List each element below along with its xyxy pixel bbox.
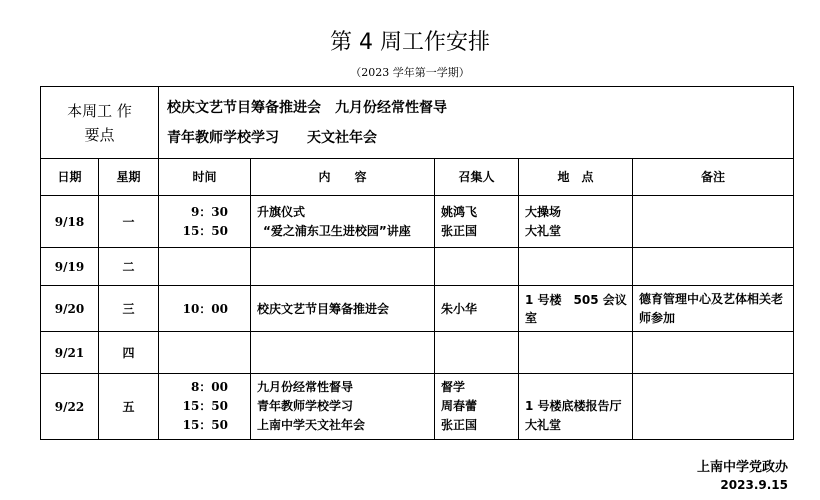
summary-line1: 校庆文艺节目筹备推进会 九月份经常性督导 <box>167 99 447 116</box>
row-location-item: 大礼堂 <box>525 418 562 432</box>
footer-date: 2023.9.15 <box>720 478 788 492</box>
row-times <box>159 248 251 286</box>
row-content-item: 上南中学天文社年会 <box>257 418 366 432</box>
row-date: 9/21 <box>41 332 99 374</box>
table-row <box>41 196 794 248</box>
row-weekday: 一 <box>99 196 159 248</box>
row-convener-item: 朱小华 <box>441 301 478 316</box>
row-convener-item: 姚鸿飞 <box>441 204 478 219</box>
row-locations <box>519 248 633 286</box>
summary-label-line2: 要点 <box>84 125 115 144</box>
row-times <box>159 196 251 248</box>
row-weekday: 二 <box>99 248 159 286</box>
schedule-table <box>40 86 794 440</box>
header-date: 日期 <box>41 159 99 196</box>
row-content-item: 青年教师学校学习 <box>257 399 354 413</box>
row-date: 9/22 <box>41 374 99 440</box>
row-content-item: 九月份经常性督导 <box>257 380 354 394</box>
row-locations <box>519 286 633 332</box>
row-conveners <box>435 196 519 248</box>
summary-line2: 青年教师学校学习 天文社年会 <box>167 129 377 146</box>
header-row <box>41 159 794 196</box>
table-row <box>41 248 794 286</box>
row-conveners <box>435 332 519 374</box>
summary-content-cell <box>159 87 794 159</box>
page-title: 第 4 周工作安排 <box>330 30 490 55</box>
row-contents <box>251 196 435 248</box>
row-convener-item: 督学 <box>441 380 466 394</box>
summary-label-cell <box>41 87 159 159</box>
row-location-item: 大操场 <box>525 204 562 219</box>
row-conveners <box>435 286 519 332</box>
row-convener-item: 张正国 <box>441 223 478 238</box>
table-row <box>41 374 794 440</box>
row-date: 9/20 <box>41 286 99 332</box>
row-locations <box>519 196 633 248</box>
header-location: 地 点 <box>519 159 633 196</box>
table-row <box>41 286 794 332</box>
row-time-item: 15：50 <box>182 223 228 238</box>
row-date: 9/18 <box>41 196 99 248</box>
table-row <box>41 332 794 374</box>
row-content-item: 升旗仪式 <box>257 204 306 219</box>
summary-row <box>41 87 794 159</box>
row-contents <box>251 374 435 440</box>
row-contents <box>251 248 435 286</box>
row-times <box>159 332 251 374</box>
header-weekday: 星期 <box>99 159 159 196</box>
row-conveners <box>435 248 519 286</box>
row-locations <box>519 374 633 440</box>
row-content-item: 校庆文艺节目筹备推进会 <box>257 301 390 316</box>
row-location-item: 1 号楼底楼报告厅 <box>525 399 622 413</box>
header-notes: 备注 <box>633 159 794 196</box>
row-weekday: 四 <box>99 332 159 374</box>
row-convener-item: 周春蕾 <box>441 399 478 413</box>
row-time-item: 15：50 <box>182 418 228 432</box>
row-times <box>159 286 251 332</box>
row-notes <box>633 374 794 440</box>
row-notes: 德育管理中心及艺体相关老师参加 <box>633 286 794 332</box>
row-time-item: 8：00 <box>190 380 228 394</box>
row-contents <box>251 332 435 374</box>
row-weekday: 五 <box>99 374 159 440</box>
row-weekday: 三 <box>99 286 159 332</box>
header-time: 时间 <box>159 159 251 196</box>
page-subtitle: （2023 学年第一学期） <box>350 66 470 79</box>
row-time-item: 9：30 <box>190 204 228 219</box>
row-time-item: 15：50 <box>182 399 228 413</box>
row-location-item: 1 号楼 505 会议室 <box>525 292 627 325</box>
row-locations <box>519 332 633 374</box>
row-convener-item: 张正国 <box>441 418 478 432</box>
row-contents <box>251 286 435 332</box>
header-content: 内 容 <box>251 159 435 196</box>
row-date: 9/19 <box>41 248 99 286</box>
row-conveners <box>435 374 519 440</box>
footer-org: 上南中学党政办 <box>696 460 788 475</box>
row-notes <box>633 332 794 374</box>
row-location-item <box>525 378 632 397</box>
row-location-item: 大礼堂 <box>525 223 562 238</box>
row-times <box>159 374 251 440</box>
row-content-item: “爱之浦东卫生进校园”讲座 <box>263 223 411 238</box>
row-time-item: 10：00 <box>182 301 228 316</box>
row-notes <box>633 196 794 248</box>
row-notes <box>633 248 794 286</box>
header-convener: 召集人 <box>435 159 519 196</box>
summary-label-line1: 本周工 作 <box>67 101 132 120</box>
